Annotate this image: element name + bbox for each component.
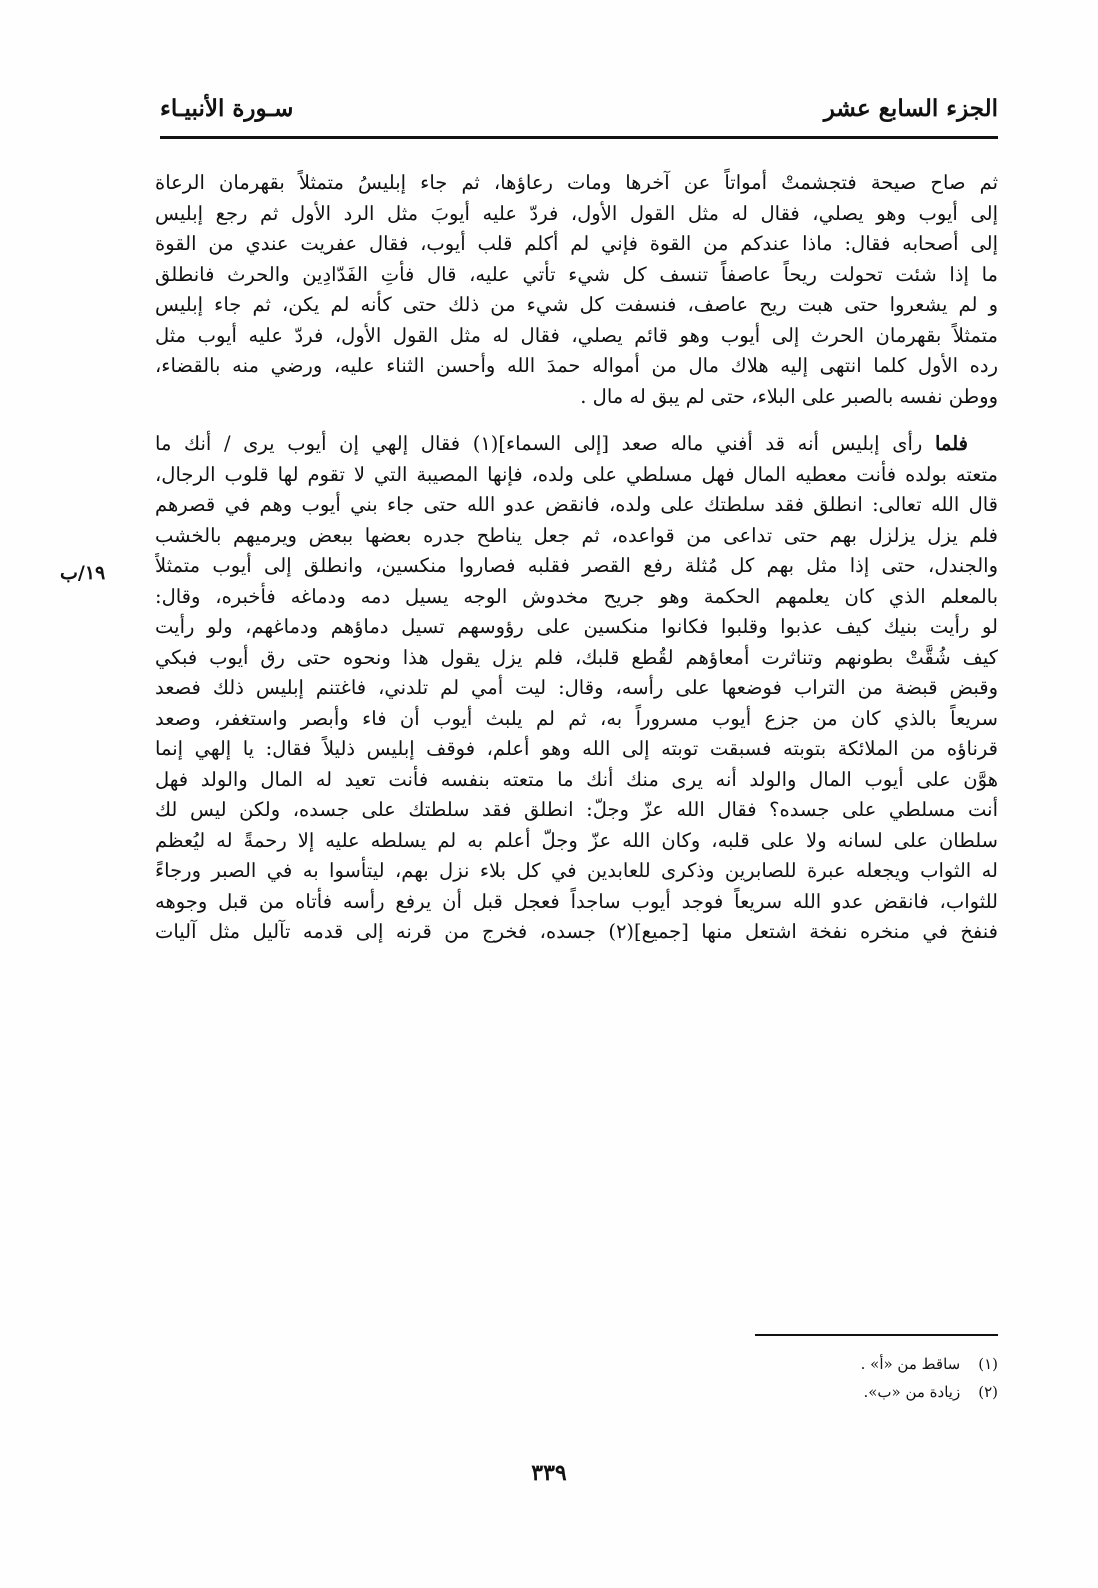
footnote-number: (٢) bbox=[978, 1383, 998, 1401]
text-line: سريعاً بالذي كان من جزع أيوب مسروراً به، ثم لم يلبث أيوب أن فاء وأبصر واستغفر، وصعد bbox=[155, 706, 998, 730]
footnote-text: زيادة من «ب». bbox=[863, 1383, 961, 1401]
text-line: له الثواب ويجعله عبرة للصابرين وذكرى للعابدين في كل بلاء نزل بهم، ليتأسوا به في الصبر ورجاءً bbox=[155, 859, 998, 882]
footnote-number: (١) bbox=[978, 1355, 998, 1373]
main-text bbox=[155, 168, 998, 948]
header-part-title: الجزء السابع عشر bbox=[823, 94, 998, 122]
text-line: و لم يشعروا حتى هبت ريح عاصف، فنسفت كل شيء من ذلك حتى كأنه لم يكن، ثم جاء إبليس bbox=[155, 293, 998, 316]
text-line: متمثلاً بقهرمان الحرث إلى أيوب وهو قائم يصلي، فقال له مثل القول الأول، فردّ عليه أيوب مثل bbox=[155, 323, 998, 347]
text-line: قرناؤه من الملائكة بتوبته فسبقت توبته إلى الله وهو أعلم، فوقف إبليس ذليلاً فقال: يا إلهي إنما bbox=[155, 737, 998, 760]
text-line: سلطان على لسانه ولا على قلبه، وكان الله عزّ وجلّ أعلم به لم يسلطه عليه إلا رحمةً له ليُعظم bbox=[155, 828, 998, 852]
text-line: أنت مسلطي على جسده؟ فقال الله عزّ وجلّ: انطلق فقد سلطتك على جسده، ولكن ليس لك bbox=[155, 798, 998, 821]
opening-word: فلما bbox=[934, 432, 968, 455]
text-line: ووطن نفسه بالصبر على البلاء، حتى لم يبق له مال . bbox=[580, 384, 998, 408]
footnote-text: ساقط من «أ» . bbox=[860, 1355, 961, 1373]
text-line: ثم صاح صيحة فتجشمتْ أمواتاً عن آخرها ومات رعاؤها، ثم جاء إبليسُ متمثلاً بقهرمان الرعاة bbox=[155, 171, 998, 194]
text-line: للثواب، فانقض عدو الله سريعاً فوجد أيوب ساجداً فعجل قبل أن يرفع رأسه فأتاه من قبل وجوهه bbox=[155, 889, 998, 913]
text-line: متعته بولده فأنت معطيه المال فهل مسلطي على ولده، فإنها المصيبة التي لا تقوم لها قلوب الرجال، bbox=[155, 462, 998, 486]
text-line: قال الله تعالى: انطلق فقد سلطتك على ولده، فانقض عدو الله حتى جاء بني أيوب وهم في قصرهم bbox=[155, 493, 998, 516]
running-header bbox=[160, 88, 998, 128]
footnote-rule bbox=[755, 1334, 998, 1336]
text-line: لو رأيت بنيك كيف عذبوا وقلبوا فكانوا منكسين على رؤوسهم تسيل دماؤهم ودماغهم، ولو رأيت bbox=[155, 615, 998, 638]
paragraph-first-line bbox=[155, 429, 998, 460]
text-line: ما إذا شئت تحولت ريحاً عاصفاً تنسف كل شيء تأتي عليه، قال فأتِ الفَدّادِين والحرث فانطلق bbox=[155, 262, 998, 286]
header-surah-title: سـورة الأنبيـاء bbox=[160, 94, 294, 122]
text-line: فنفخ في منخره نفخة اشتعل منها [جميع](٢) جسده، فخرج من قرنه إلى قدمه تآليل مثل آليات bbox=[155, 920, 998, 943]
text-line: إلى أيوب وهو يصلي، فقال له مثل القول الأول، فردّ عليه أيوبَ مثل الرد الأول ثم رجع إبليس bbox=[155, 201, 998, 225]
page-number: ٣٣٩ bbox=[531, 1460, 567, 1486]
text-line: فلم يزل يزلزل بهم حتى تداعى من قواعده، ثم جعل يناطح جدره بعضها ببعض ويرميهم بالخشب bbox=[155, 523, 998, 547]
header-rule bbox=[160, 136, 998, 139]
footnotes bbox=[600, 1350, 998, 1406]
text-line: رده الأول كلما انتهى إليه هلاك مال من أمواله حمدَ الله وأحسن الثناء عليه، ورضي منه بالقضاء، bbox=[155, 354, 998, 377]
first-line-rest: رأى إبليس أنه قد أفني ماله صعد [إلى السماء](١) فقال إلهي إن أيوب يرى / أنك ما bbox=[155, 432, 923, 455]
manuscript-folio-note: ١٩/ب bbox=[60, 562, 106, 584]
text-line: إلى أصحابه فقال: ماذا عندكم من القوة فإني لم أكلم قلب أيوب، فقال عفريت عندي من القوة bbox=[155, 232, 998, 255]
text-line: كيف شُقَّتْ بطونهم وتناثرت أمعاؤهم لقُطع قلبك، فلم يزل يقول هذا ونحوه حتى رق أيوب فبكي bbox=[155, 645, 998, 669]
footnote bbox=[600, 1378, 998, 1406]
text-line: هوَّن على أيوب المال والولد أنه يرى منك أنك ما متعته بنفسه فأنت تعيد له المال والولد فهل bbox=[155, 767, 998, 791]
text-line: والجندل، حتى إذا مثل بهم كل مُثلة رفع القصر فقلبه فصاروا منكسين، وانطلق إلى أيوب متمثلاً bbox=[155, 554, 998, 577]
text-line: بالمعلم الذي كان يعلمهم الحكمة وهو جريح مخدوش الوجه يسيل دمه ودماغه فأخبره، وقال: bbox=[155, 584, 998, 608]
text-line: وقبض قبضة من التراب فوضعها على رأسه، وقال: ليت أمي لم تلدني، فاغتنم إبليس ذلك فصعد bbox=[155, 676, 998, 699]
footnote bbox=[600, 1350, 998, 1378]
